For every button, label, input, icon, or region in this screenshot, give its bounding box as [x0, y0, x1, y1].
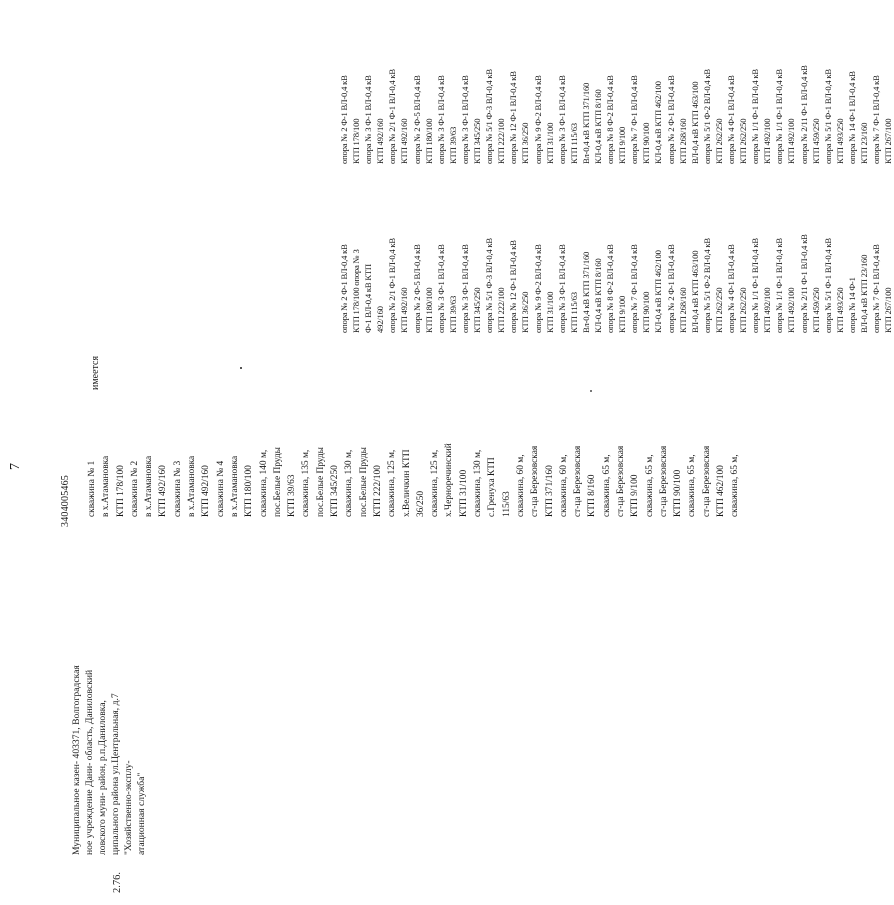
inn-number: 3404005465 [60, 475, 71, 527]
object-line: ст-ца Березовская [658, 445, 669, 517]
connection-point-line: опора № 14 Ф-1 [846, 277, 857, 333]
connection-point-line: КТП 9/100 [617, 126, 628, 164]
connection-point-line: КТП 267/100 [883, 118, 894, 164]
organization-line: ное учреждение Дани- область, Даниловский [84, 669, 95, 855]
connection-point-line: опора № 4 Ф-1 ВЛ-0,4 кВ [726, 244, 736, 333]
object-line: КТП 462/100 [716, 465, 727, 517]
connection-point-line: опора № 9 Ф-2 ВЛ-0,4 кВ [532, 244, 543, 333]
object-line: скважина, 125 м, [430, 449, 441, 517]
connection-point-line: КТП 492/160 [375, 118, 386, 164]
object-line: скважина № 2 [129, 460, 140, 517]
connection-point-line: КТП 492/100 [762, 118, 773, 164]
connection-point-line: опора № 2/1 Ф-1 ВЛ-0,4 кВ [387, 238, 398, 333]
connection-point-line: КТП 262/250 [713, 118, 724, 164]
object-line: 36/250 [415, 490, 426, 517]
connection-point-line: КТП 262/250 [738, 118, 749, 164]
object-line: х.Величкин КТП [401, 449, 412, 517]
object-line: скважина № 3 [172, 460, 183, 517]
connection-point-line: опора № 7 Ф-1 ВЛ-0,4 кВ [871, 75, 882, 164]
object-line: скважина, 130 м, [473, 449, 484, 517]
connection-point-line: КТП 492/160 [399, 287, 410, 333]
connection-point-line: опора № 3 Ф-1 ВЛ-0,4 кВ [556, 244, 567, 333]
connection-point-line: КТП 268/160 [677, 118, 688, 164]
connection-point-line: КТП 492/100 [786, 118, 797, 164]
object-line: 115/63 [501, 491, 512, 517]
connection-point-line: опора № 2 Ф-1 ВЛ-0,4 кВ [665, 75, 676, 164]
connection-point-line: КТП 90/100 [641, 122, 652, 164]
object-line: скважина, 65 м, [644, 454, 655, 517]
connection-point-line: Ф-1 ВЛ-0,4 кВ КТП [363, 264, 374, 333]
status-text: имеется [90, 355, 101, 390]
connection-point-line: КТП 493/250 [834, 118, 845, 164]
objects-list [85, 405, 743, 517]
connection-point-line: опора № 2 Ф-1 ВЛ-0,4 кВ [339, 75, 349, 164]
connection-point-line: КТП 115/63 [568, 292, 579, 333]
connection-point-line: КТП 459/250 [810, 118, 821, 164]
connection-point-line: опора № 12 Ф-1 ВЛ-0,4 кВ [508, 240, 519, 333]
connection-point-line: КТП 23/160 [859, 122, 870, 164]
connection-point-line: опора № 1/1 Ф-1 ВЛ-0,4 кВ [750, 69, 761, 164]
connection-point-line: опора № 4 Ф-1 ВЛ-0,4 кВ [726, 75, 736, 164]
object-line: скважина № 4 [215, 460, 226, 517]
connection-point-line: опора № 2 Ф-1 ВЛ-0,4 кВ [339, 244, 349, 333]
connection-point-line: Вл-0,4 кВ КТП 371/160 [580, 82, 591, 164]
object-line: КТП 178/100 [115, 465, 126, 517]
object-line: х.Черноречинский [444, 443, 455, 517]
connection-point-line: КТП 492/100 [786, 287, 797, 333]
connection-point-line: опора № 8 Ф-2 ВЛ-0,4 кВ [605, 244, 616, 333]
connection-point-line: КТП 39/63 [447, 295, 458, 333]
connection-point-line: опора № 3 Ф-1 ВЛ-0,4 кВ [435, 75, 446, 164]
object-line: пос.Белые Пруды [315, 447, 326, 517]
connection-point-line: опора № 5/1 Ф-1 ВЛ-0,4 кВ [822, 69, 833, 164]
connection-point-line: КТП 36/250 [520, 291, 531, 333]
connection-point-line: КТП 36/250 [520, 122, 531, 164]
organization-line: ципального района ул.Центральная, д.7 [110, 693, 121, 855]
object-line: КТП 180/100 [244, 465, 255, 517]
object-line: с.Гренуха КТП [487, 457, 498, 517]
object-line: скважина, 60 м, [515, 454, 526, 517]
connection-points-column-b [338, 14, 894, 164]
connection-point-line: КТП 222/100 [496, 118, 507, 164]
connection-point-line: КТП 178/100 [351, 118, 362, 164]
connection-point-line: КТП 9/100 [617, 295, 628, 333]
connection-point-line: КЛ-0,4 кВ КТП 462/100 [653, 81, 664, 164]
connection-point-line: КТП 345/250 [472, 287, 483, 333]
connection-point-line: опора № 1/1 Ф-1 ВЛ-0,4 кВ [750, 238, 761, 333]
connection-point-line: опора № 9 Ф-2 ВЛ-0,4 кВ [532, 75, 543, 164]
object-line: КТП 371/160 [544, 465, 555, 517]
connection-point-line: опора № 1/1 Ф-1 ВЛ-0,4 кВ [774, 238, 785, 333]
connection-point-line: КТП 115/63 [568, 123, 579, 164]
object-line: скважина, 60 м, [558, 454, 569, 517]
object-line: скважина, 65 м, [687, 454, 698, 517]
object-line: КТП 90/100 [673, 469, 684, 517]
connection-point-line: КЛ-0,4 кВ КТП 8/160 [592, 89, 603, 164]
object-line: КТП 31/100 [458, 469, 469, 517]
connection-point-line: ВЛ-0,4 кВ КТП 23/160 [859, 254, 870, 333]
connection-point-line: опора № 3 Ф-1 ВЛ-0,4 кВ [363, 75, 374, 164]
connection-point-line: 492/160 [375, 306, 386, 333]
connection-point-line: КТП 39/63 [447, 126, 458, 164]
connection-point-line: опора № 3 Ф-1 ВЛ-0,4 кВ [459, 244, 470, 333]
object-line: скважина, 135 м, [301, 449, 312, 517]
connection-point-line: опора № 2 Ф-5 ВЛ-0,4 кВ [411, 75, 422, 164]
connection-point-line: опора № 2/11 Ф-1 ВЛ-0,4 кВ [798, 234, 809, 333]
connection-point-line: опора № 5/1 Ф-2 ВЛ-0,4 кВ [701, 238, 712, 333]
connection-point-line: опора № 12 Ф-1 ВЛ-0,4 кВ [508, 71, 519, 164]
object-line: ст-ца Березовская [573, 445, 584, 517]
object-line: скважина, 65 м, [730, 454, 741, 517]
connection-point-line: КТП 492/160 [399, 118, 410, 164]
connection-point-line: опора № 3 Ф-1 ВЛ-0,4 кВ [556, 75, 567, 164]
connection-point-line: КТП 267/100 [883, 287, 894, 333]
connection-point-line: Вл-0,4 кВ КТП 371/160 [580, 251, 591, 333]
connection-point-line: опора № 3 Ф-1 ВЛ-0,4 кВ [435, 244, 446, 333]
object-line: КТП 9/100 [630, 474, 641, 517]
object-line: ст-ца Березовская [615, 445, 626, 517]
connection-point-line: КТП 268/160 [677, 287, 688, 333]
connection-point-line: опора № 3 Ф-1 ВЛ-0,4 кВ [459, 75, 470, 164]
page-number: 7 [8, 463, 23, 470]
object-line: КТП 492/160 [201, 465, 212, 517]
connection-point-line: ВЛ-0,4 кВ КТП 463/100 [689, 81, 700, 164]
connection-point-line: опора № 2/1 Ф-1 ВЛ-0,4 кВ [387, 69, 398, 164]
connection-point-line: опора № 5/1 Ф-1 ВЛ-0,4 кВ [822, 238, 833, 333]
object-line: скважина, 125 м, [387, 449, 398, 517]
connection-point-line: КТП 180/100 [423, 118, 434, 164]
connection-point-line: опора № 5/1 Ф-2 ВЛ-0,4 кВ [701, 69, 712, 164]
object-line: КТП 222/100 [372, 465, 383, 517]
connection-point-line: КЛ-0,4 кВ КТП 8/160 [592, 258, 603, 333]
connection-point-line: КТП 493/250 [834, 287, 845, 333]
connection-point-line: КЛ-0,4 кВ КТП 462/100 [653, 250, 664, 333]
connection-point-line: опора № 7 Ф-1 ВЛ-0,4 кВ [629, 75, 640, 164]
connection-point-line: опора № 2 Ф-5 ВЛ-0,4 кВ [411, 244, 422, 333]
connection-point-line: опора № 1/1 Ф-1 ВЛ-0,4 кВ [774, 69, 785, 164]
connection-point-line: опора № 14 Ф-1 ВЛ-0,4 кВ [846, 71, 857, 164]
organization-name-and-address [70, 665, 148, 855]
connection-point-line: КТП 31/100 [544, 122, 555, 164]
connection-point-line: КТП 90/100 [641, 291, 652, 333]
organization-line: атационная служба" [136, 772, 147, 855]
connection-point-line: опора № 7 Ф-1 ВЛ-0,4 кВ [871, 244, 882, 333]
object-line: скважина № 1 [87, 460, 97, 517]
object-line: ст-ца Березовская [530, 445, 541, 517]
object-line: в х.Атамановка [101, 455, 112, 517]
object-line: скважина, 140 м, [258, 449, 269, 517]
object-line: пос.Белые Пруды [272, 447, 283, 517]
connection-point-line: КТП 262/250 [738, 287, 749, 333]
connection-point-line: КТП 180/100 [423, 287, 434, 333]
connection-point-line: опора № 5/1 Ф-3 ВЛ-0,4 кВ [484, 238, 495, 333]
object-line: КТП 8/160 [587, 474, 598, 517]
connection-point-line: опора № 5/1 Ф-3 ВЛ-0,4 кВ [484, 69, 495, 164]
object-line: в х.Атамановка [187, 455, 198, 517]
connection-points-column-a [338, 175, 894, 333]
object-line: в х.Атамановка [229, 455, 240, 517]
connection-point-line: КТП 31/100 [544, 291, 555, 333]
row-number: 2.76. [112, 872, 123, 893]
connection-point-line: ВЛ-0,4 кВ КТП 463/100 [689, 250, 700, 333]
object-line: ст-ца Березовская [701, 445, 712, 517]
object-line: пос.Белые Пруды [358, 447, 369, 517]
object-line: КТП 345/250 [330, 465, 341, 517]
connection-point-line: опора № 2 Ф-1 ВЛ-0,4 кВ [665, 244, 676, 333]
connection-point-line: КТП 492/100 [762, 287, 773, 333]
connection-point-line: КТП 459/250 [810, 287, 821, 333]
connection-point-line: опора № 2/11 Ф-1 ВЛ-0,4 кВ [798, 65, 809, 164]
object-line: в х.Атамановка [144, 455, 155, 517]
object-line: КТП 492/160 [158, 465, 169, 517]
organization-line: "Хозяйственно-эксплу- [123, 760, 134, 855]
object-line: скважина, 65 м, [601, 454, 612, 517]
connection-point-line: КТП 178/100 опора № 3 [351, 249, 362, 333]
connection-point-line: КТП 262/250 [713, 287, 724, 333]
connection-point-line: опора № 7 Ф-1 ВЛ-0,4 кВ [629, 244, 640, 333]
scan-speck [590, 390, 592, 392]
connection-point-line: КТП 222/100 [496, 287, 507, 333]
object-line: скважина, 130 м, [344, 449, 355, 517]
organization-line: ловского муни- район, р.п.Даниловка, [97, 700, 108, 855]
organization-line: Муниципальное казен- 403371, Волгоградская [71, 665, 82, 855]
object-line: КТП 39/63 [287, 474, 298, 517]
scan-speck [240, 367, 242, 369]
connection-point-line: опора № 8 Ф-2 ВЛ-0,4 кВ [605, 75, 616, 164]
connection-point-line: КТП 345/250 [472, 118, 483, 164]
